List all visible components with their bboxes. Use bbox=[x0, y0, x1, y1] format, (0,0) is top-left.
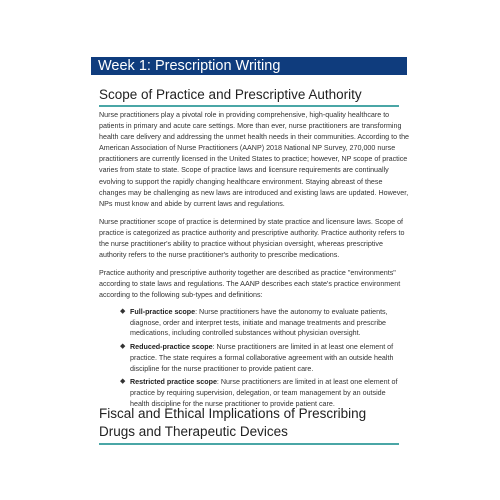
practice-scope-list bbox=[120, 307, 402, 412]
bullet-icon: ◆ bbox=[120, 378, 126, 386]
list-item bbox=[120, 342, 402, 374]
bullet-term: Restricted practice scope bbox=[130, 378, 217, 387]
bullet-text: : Nurse practitioners are limited in at least one element of practice. The state requires a formal collaborative agreement with an outside health discipline for the nurse practitioner to provide patient care. bbox=[130, 343, 394, 373]
section-body-scope bbox=[99, 110, 411, 309]
bullet-term: Reduced-practice scope bbox=[130, 343, 213, 352]
heading-divider bbox=[99, 105, 399, 107]
paragraph-scope-definition: Nurse practitioner scope of practice is determined by state practice and licensure laws. Scope of practice is categorized as practice authority and prescriptive authority. Practice authority refers to the nurse practitioner's ability to practice without physician oversight, whereas prescriptive authority refers to the nurse practitioner's authority to prescribe medications. bbox=[99, 217, 405, 260]
section-heading-scope: Scope of Practice and Prescriptive Authority bbox=[99, 87, 362, 102]
heading-divider bbox=[99, 443, 399, 445]
bullet-text: : Nurse practitioners have the autonomy to evaluate patients, diagnose, order and interpret tests, initiate and manage treatments and prescribe medications, including controlled substances without physician oversight. bbox=[130, 308, 388, 338]
bullet-term: Full-practice scope bbox=[130, 308, 196, 316]
bullet-text: : Nurse practitioners are limited in at least one element of practice by requiring supervision, delegation, or team management by an outside health discipline for the nurse practitioner to provide patient care. bbox=[130, 378, 398, 408]
bullet-icon: ◆ bbox=[120, 343, 126, 351]
section-heading-fiscal: Fiscal and Ethical Implications of Prescribing Drugs and Therapeutic Devices bbox=[99, 406, 367, 439]
paragraph-practice-environments: Practice authority and prescriptive authority together are described as practice "environments" according to state laws and regulations. The AANP describes each state's practice environment according to the following sub-types and definitions: bbox=[99, 269, 401, 300]
page-title: Week 1: Prescription Writing bbox=[91, 57, 407, 75]
bullet-icon: ◆ bbox=[120, 308, 126, 315]
list-item bbox=[120, 307, 402, 339]
paragraph-intro: Nurse practitioners play a pivotal role in providing comprehensive, high-quality healthcare to patients in primary and acute care settings. More than ever, nurse practitioners are transforming health care delivery and addressing the unmet health needs in their communities. According to the American Association of Nurse Practitioners (AANP) 2018 National NP Survey, 270,000 nurse practitioners are currently licensed in the United States to practice; however, NP scope of practice varies from state to state. Scope of practice laws and licensure requirements are continually evolving to support the rapidly changing healthcare environment. Staying abreast of these changes may be challenging as new laws are introduced and existing laws are updated. However, NPs must know and abide by current laws and regulations. bbox=[99, 111, 410, 208]
